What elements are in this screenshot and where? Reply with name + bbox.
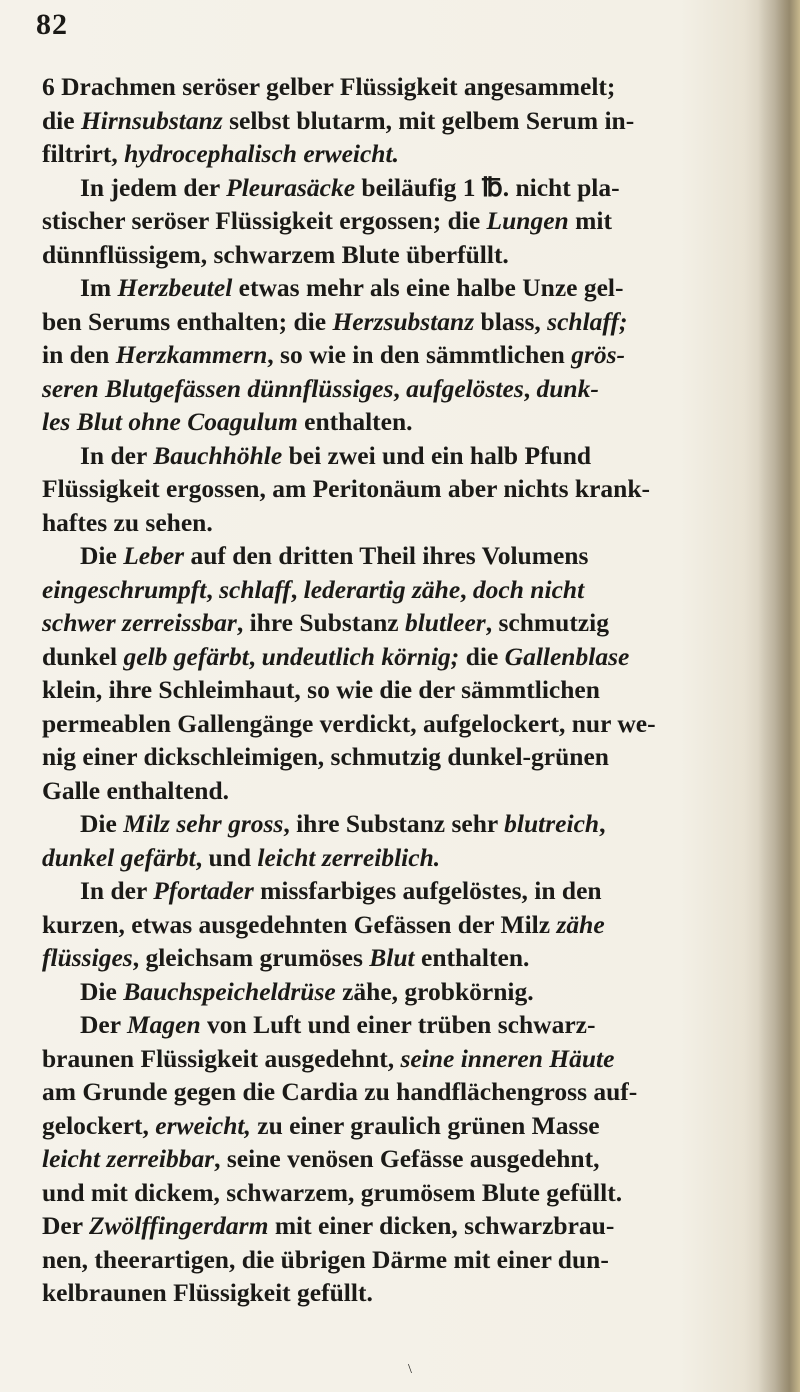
italic-text: Blut [369,943,415,972]
text-line [42,372,742,406]
text-run: nig einer dickschleimigen, schmutzig dunkel-grünen [42,742,609,771]
text-line [42,606,742,640]
text-run: In jedem der [80,172,227,202]
text-run: mit einer dicken, schwarzbrau- [268,1211,615,1240]
text-line [42,204,742,238]
text-line [42,673,742,707]
text-line [42,539,742,573]
italic-text: seren Blutgefässen dünnflüssiges [42,373,394,403]
italic-text: schwer zerreissbar [42,608,237,637]
text-line [42,1142,742,1176]
italic-text: Bauchhöhle [153,440,283,470]
text-line [42,1276,742,1310]
text-run: braunen Flüssigkeit ausgedehnt, [42,1043,401,1073]
text-run: , [523,373,537,403]
text-line [42,506,742,540]
italic-text: lederartig zähe [303,574,461,604]
text-run: haftes zu sehen. [42,507,213,537]
text-line [42,1109,742,1143]
italic-text: dunk- [536,373,599,403]
italic-text: leicht zerreiblich. [257,842,441,872]
text-run: dünnflüssigem, schwarzem Blute überfüllt. [42,239,509,269]
text-run: mit [568,206,612,235]
italic-text: Herzbeutel [117,273,233,302]
italic-text: Herzsubstanz [332,306,475,336]
text-line [42,1243,742,1277]
text-line [42,1209,742,1243]
italic-text: Pleurasäcke [226,172,356,202]
text-run: , [460,574,473,604]
text-line [42,874,742,908]
text-line [42,707,742,741]
text-run: , schmutzig [485,608,609,637]
page-edge-shadow [758,0,800,1392]
text-line [42,405,742,439]
italic-text: Leber [123,541,185,570]
italic-text: leicht zerreibbar [42,1144,215,1173]
italic-text: Gallenblase [504,641,630,671]
text-run: , und [195,842,258,872]
text-line [42,1176,742,1210]
italic-text: blutreich [504,809,600,838]
text-run: Der [80,1010,127,1039]
italic-text: les Blut ohne Coagulum [42,407,298,436]
italic-text: dunkel gefärbt [42,842,196,872]
text-line [42,70,742,104]
text-run: ben Serums enthalten; die [42,306,333,336]
text-run: missfarbiges aufgelöstes, in den [253,876,602,905]
italic-text: Pfortader [153,876,254,905]
italic-text: doch nicht [472,574,585,604]
text-line [42,104,742,138]
text-run: selbst blutarm, mit gelbem Serum in- [222,105,635,135]
text-run: Galle enthaltend. [42,775,230,805]
italic-text: aufgelöstes [406,373,524,403]
text-line [42,171,742,205]
italic-text: Zwölffingerdarm [88,1211,269,1240]
text-run: klein, ihre Schleimhaut, so wie die der sämmtlichen [42,675,600,704]
italic-text: grös- [571,340,626,369]
text-run: am Grunde gegen die Cardia zu handflächengross auf- [42,1077,638,1106]
text-run: , [393,373,407,403]
text-run: kurzen, etwas ausgedehnten Gefässen der Milz [42,909,557,939]
text-run: Flüssigkeit ergossen, am Peritonäum aber nichts krank- [42,474,650,503]
text-line [42,941,742,975]
text-run: Die [80,541,124,570]
text-run: filtrirt, [42,139,125,168]
italic-text: hydrocephalisch erweicht. [124,139,399,168]
text-run: 6 Drachmen seröser gelber Flüssigkeit angesammelt; [42,72,616,101]
text-run: gelockert, [42,1110,156,1140]
italic-text: Lungen [486,206,569,235]
text-run: stischer seröser Flüssigkeit ergossen; die [42,206,487,235]
italic-text: flüssiges [42,943,133,972]
text-run: zu einer graulich grünen Masse [250,1110,600,1140]
text-line [42,1008,742,1042]
text-line [42,305,742,339]
text-run: , ihre Substanz sehr [283,809,505,838]
text-line [42,271,742,305]
text-line [42,908,742,942]
italic-text: Herzkammern [115,340,268,369]
text-run: Der [42,1211,89,1240]
text-run: In der [80,440,154,470]
text-line [42,439,742,473]
text-run: in den [42,340,116,369]
text-run: , [206,574,220,604]
text-run: auf den dritten Theil ihres Volumens [184,541,589,570]
text-line [42,137,742,171]
text-run: , ihre Substanz [236,608,405,637]
text-run: Die [80,809,124,838]
italic-text: schlaff; [547,306,628,336]
page-number: 82 [36,8,68,41]
text-run: , gleichsam grumöses [132,943,370,972]
text-run: , [290,574,304,604]
text-run: zähe, grobkörnig. [335,976,534,1006]
text-run: die [42,105,81,135]
italic-text: Hirnsubstanz [80,105,223,135]
text-run: , [248,641,262,671]
italic-text: Bauchspeicheldrüse [123,976,336,1006]
italic-text: gelb gefärbt [123,641,249,671]
text-run: enthalten. [297,407,413,436]
text-run: enthalten. [414,943,530,972]
text-line [42,338,742,372]
italic-text: seine inneren Häute [400,1043,615,1073]
body-text [42,70,742,1310]
text-run: etwas mehr als eine halbe Unze gel- [232,273,624,302]
text-run: kelbraunen Flüssigkeit gefüllt. [42,1278,373,1307]
text-run: die [459,641,505,671]
text-line [42,975,742,1009]
text-line [42,640,742,674]
text-line [42,1042,742,1076]
text-line [42,472,742,506]
text-run: permeablen Gallengänge verdickt, aufgelockert, nur we- [42,708,656,738]
text-run: dunkel [42,641,124,671]
text-run: beiläufig 1 ℔. nicht pla- [355,172,620,202]
stray-mark: \ [408,1362,412,1377]
italic-text: eingeschrumpft [42,574,207,604]
text-run: , [599,809,606,838]
text-run: Die [80,976,124,1006]
text-run: nen, theerartigen, die übrigen Därme mit einer dun- [42,1244,609,1274]
italic-text: undeutlich körnig; [261,641,460,671]
italic-text: blutleer [404,608,486,637]
text-run: , seine venösen Gefässe ausgedehnt, [214,1144,600,1173]
text-line [42,841,742,875]
text-run: Im [80,273,118,302]
text-run: von Luft und einer trüben schwarz- [200,1010,596,1039]
text-run: und mit dickem, schwarzem, grumösem Blute gefüllt. [42,1177,623,1207]
italic-text: Magen [126,1010,201,1039]
text-run: bei zwei und ein halb Pfund [282,440,592,470]
italic-text: zähe [556,909,605,939]
text-line [42,807,742,841]
italic-text: Milz sehr gross [123,809,284,838]
italic-text: erweicht, [155,1110,251,1140]
text-line [42,238,742,272]
text-run: blass, [474,306,548,336]
text-line [42,573,742,607]
text-line [42,1075,742,1109]
text-line [42,740,742,774]
text-run: , so wie in den sämmtlichen [267,340,572,369]
text-line [42,774,742,808]
italic-text: schlaff [219,574,291,604]
text-run: In der [80,876,154,905]
